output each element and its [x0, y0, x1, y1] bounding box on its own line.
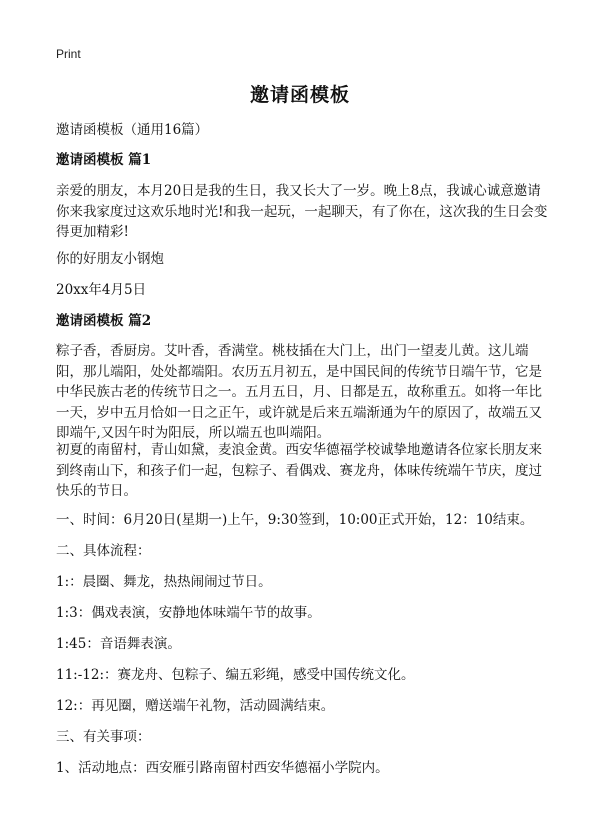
page-title: 邀请函模板 [249, 84, 350, 106]
document-subtitle: 邀请函模板（通用16篇） [56, 122, 209, 138]
section-heading-2: 邀请函模板 篇2 [56, 313, 152, 329]
notes-item: 1、活动地点：西安雁引路南留村西安华德福小学院内。 [56, 760, 389, 776]
time-line: 一、时间：6月20日(星期一)上午，9:30签到，10:00正式开始，12：10结束。 [56, 512, 534, 528]
section1-date: 20xx年4月5日 [56, 282, 147, 298]
flow-item: 1:45：音语舞表演。 [56, 636, 181, 652]
notes-heading: 三、有关事项： [56, 729, 151, 745]
section-heading-1: 邀请函模板 篇1 [56, 152, 152, 168]
section2-paragraph-1: 粽子香，香厨房。艾叶香，香满堂。桃枝插在大门上，出门一望麦儿黄。这儿端阳，那儿端阳，处处都端阳。农历五月初五，是中国民间的传统节日端午节，它是中华民族古老的传统节日之一。五月五日，月、日都是五，故称重五。如将一年比一天，岁中五月恰如一日之正午，或许就是后来五端渐通为午的原因了，故端五又即端午,又因午时为阳辰，所以端五也叫端阳。 [56, 343, 542, 441]
section1-body: 亲爱的朋友，本月20日是我的生日，我又长大了一岁。晚上8点，我诚心诚意邀请你来我家度过这欢乐地时光!和我一起玩，一起聊天，有了你在，这次我的生日会变得更加精彩! [56, 183, 548, 240]
flow-item: 1:：晨圈、舞龙，热热闹闹过节日。 [56, 574, 272, 590]
flow-item: 12:：再见圈，赠送端午礼物，活动圆满结束。 [56, 698, 335, 714]
section1-signoff: 你的好朋友小钢炮 [56, 251, 164, 267]
flow-item: 11:-12:：赛龙舟、包粽子、编五彩绳，感受中国传统文化。 [56, 667, 415, 683]
section2-paragraph-2: 初夏的南留村，青山如黛，麦浪金黄。西安华德福学校诚挚地邀请各位家长朋友来到终南山下，和孩子们一起，包粽子、看偶戏、赛龙舟，体味传统端午节庆，度过快乐的节日。 [56, 442, 542, 499]
flow-heading: 二、具体流程： [56, 543, 151, 559]
print-label: Print [56, 47, 81, 61]
flow-item: 1:3：偶戏表演，安静地体味端午节的故事。 [56, 605, 321, 621]
